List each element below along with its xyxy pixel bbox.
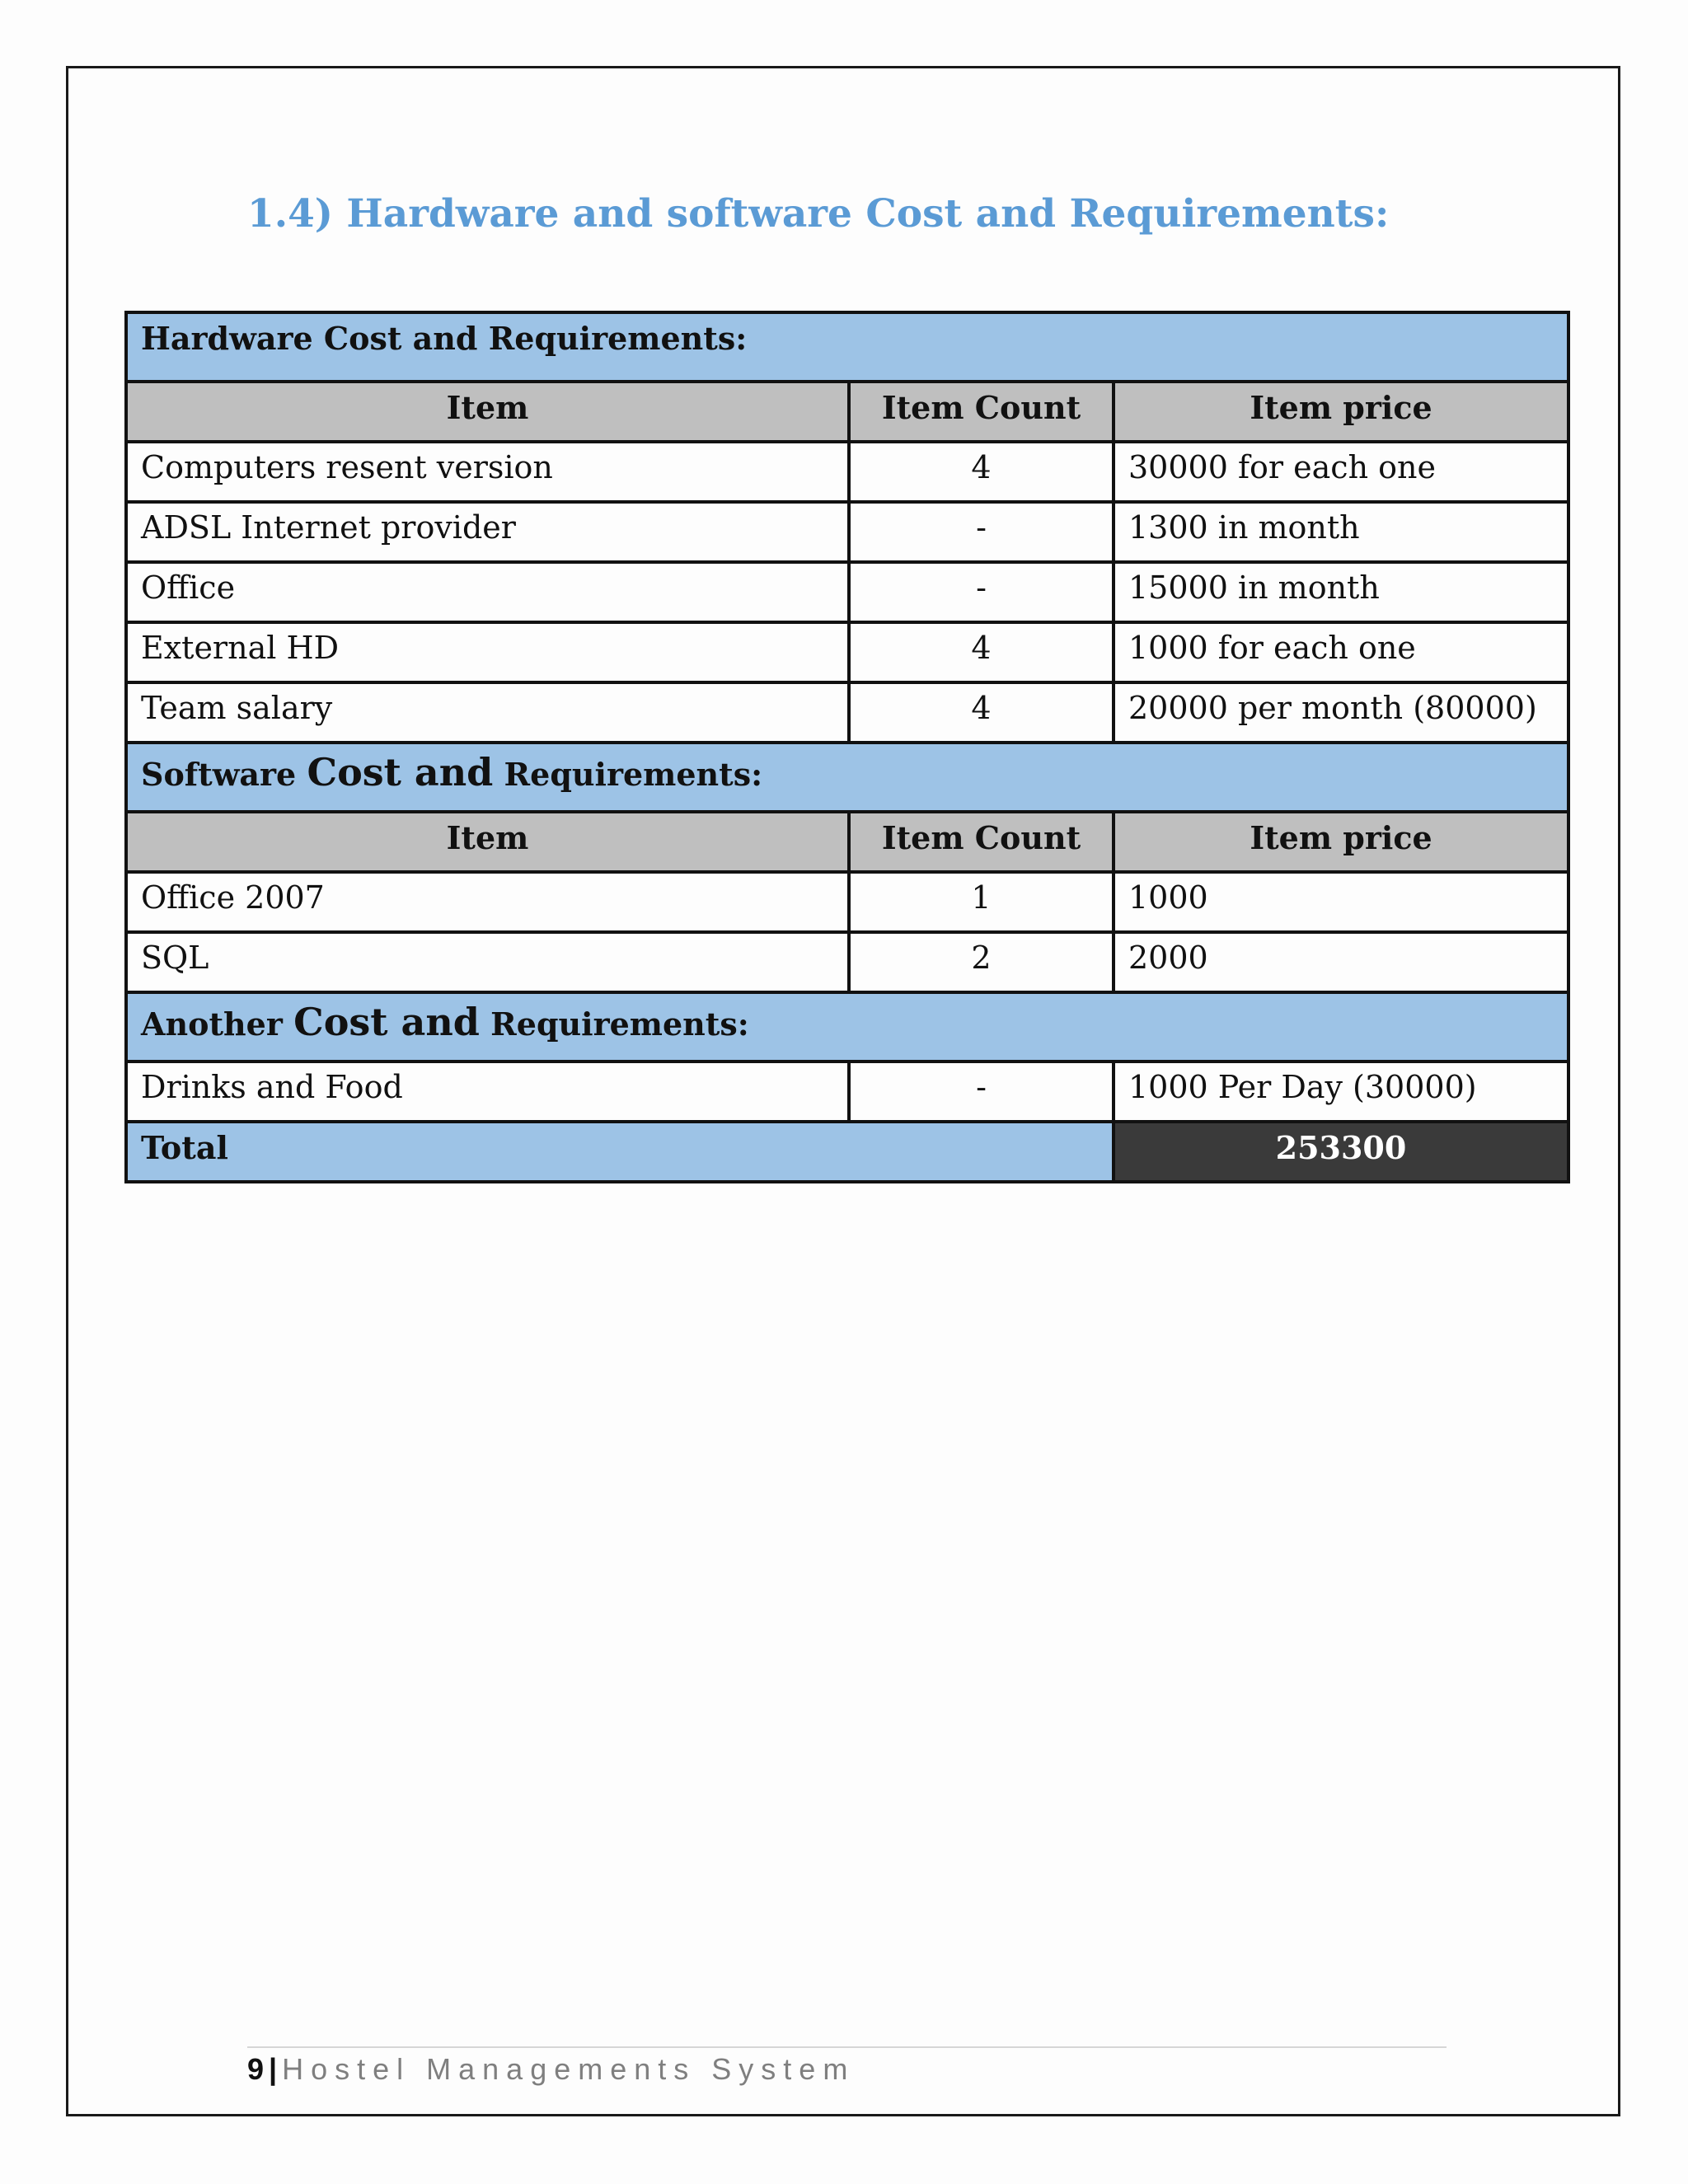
item-cell: Office xyxy=(126,562,849,622)
item-cell: Drinks and Food xyxy=(126,1062,849,1122)
table-row xyxy=(126,562,1568,622)
count-cell: - xyxy=(849,1062,1114,1122)
count-cell: 1 xyxy=(849,872,1114,932)
footer-separator: | xyxy=(269,2052,278,2086)
page-number: 9 xyxy=(247,2052,265,2086)
table-row xyxy=(126,872,1568,932)
count-cell: 4 xyxy=(849,682,1114,743)
software-section-row xyxy=(126,743,1568,812)
hardware-section-row xyxy=(126,312,1568,382)
table-row xyxy=(126,502,1568,562)
table-row xyxy=(126,442,1568,502)
item-cell: Office 2007 xyxy=(126,872,849,932)
cost-table xyxy=(124,311,1570,1183)
page-footer xyxy=(247,2052,855,2087)
software-header-row xyxy=(126,812,1568,872)
table-row xyxy=(126,682,1568,743)
price-cell: 1000 xyxy=(1114,872,1568,932)
hardware-section-title: Hardware Cost and Requirements: xyxy=(126,312,1568,382)
price-cell: 30000 for each one xyxy=(1114,442,1568,502)
price-cell: 20000 per month (80000) xyxy=(1114,682,1568,743)
price-cell: 1000 for each one xyxy=(1114,622,1568,682)
table-row xyxy=(126,1062,1568,1122)
item-cell: Team salary xyxy=(126,682,849,743)
column-header-item: Item xyxy=(126,812,849,872)
section-heading: 1.4) Hardware and software Cost and Requirements: xyxy=(247,191,1390,237)
count-cell: 2 xyxy=(849,932,1114,992)
item-cell: ADSL Internet provider xyxy=(126,502,849,562)
software-section-title: Software Cost and Requirements: xyxy=(126,743,1568,812)
footer-divider xyxy=(247,2046,1447,2048)
total-label: Total xyxy=(126,1122,1114,1182)
column-header-item: Item xyxy=(126,382,849,442)
count-cell: 4 xyxy=(849,442,1114,502)
column-header-count: Item Count xyxy=(849,382,1114,442)
price-cell: 1000 Per Day (30000) xyxy=(1114,1062,1568,1122)
table-row xyxy=(126,622,1568,682)
item-cell: External HD xyxy=(126,622,849,682)
item-cell: Computers resent version xyxy=(126,442,849,502)
hardware-header-row xyxy=(126,382,1568,442)
total-row xyxy=(126,1122,1568,1182)
total-value: 253300 xyxy=(1114,1122,1568,1182)
count-cell: - xyxy=(849,502,1114,562)
table-row xyxy=(126,932,1568,992)
another-section-title: Another Cost and Requirements: xyxy=(126,992,1568,1062)
column-header-price: Item price xyxy=(1114,382,1568,442)
count-cell: 4 xyxy=(849,622,1114,682)
another-section-row xyxy=(126,992,1568,1062)
item-cell: SQL xyxy=(126,932,849,992)
price-cell: 2000 xyxy=(1114,932,1568,992)
count-cell: - xyxy=(849,562,1114,622)
price-cell: 15000 in month xyxy=(1114,562,1568,622)
column-header-count: Item Count xyxy=(849,812,1114,872)
column-header-price: Item price xyxy=(1114,812,1568,872)
document-name: Hostel Managements System xyxy=(282,2052,856,2086)
price-cell: 1300 in month xyxy=(1114,502,1568,562)
